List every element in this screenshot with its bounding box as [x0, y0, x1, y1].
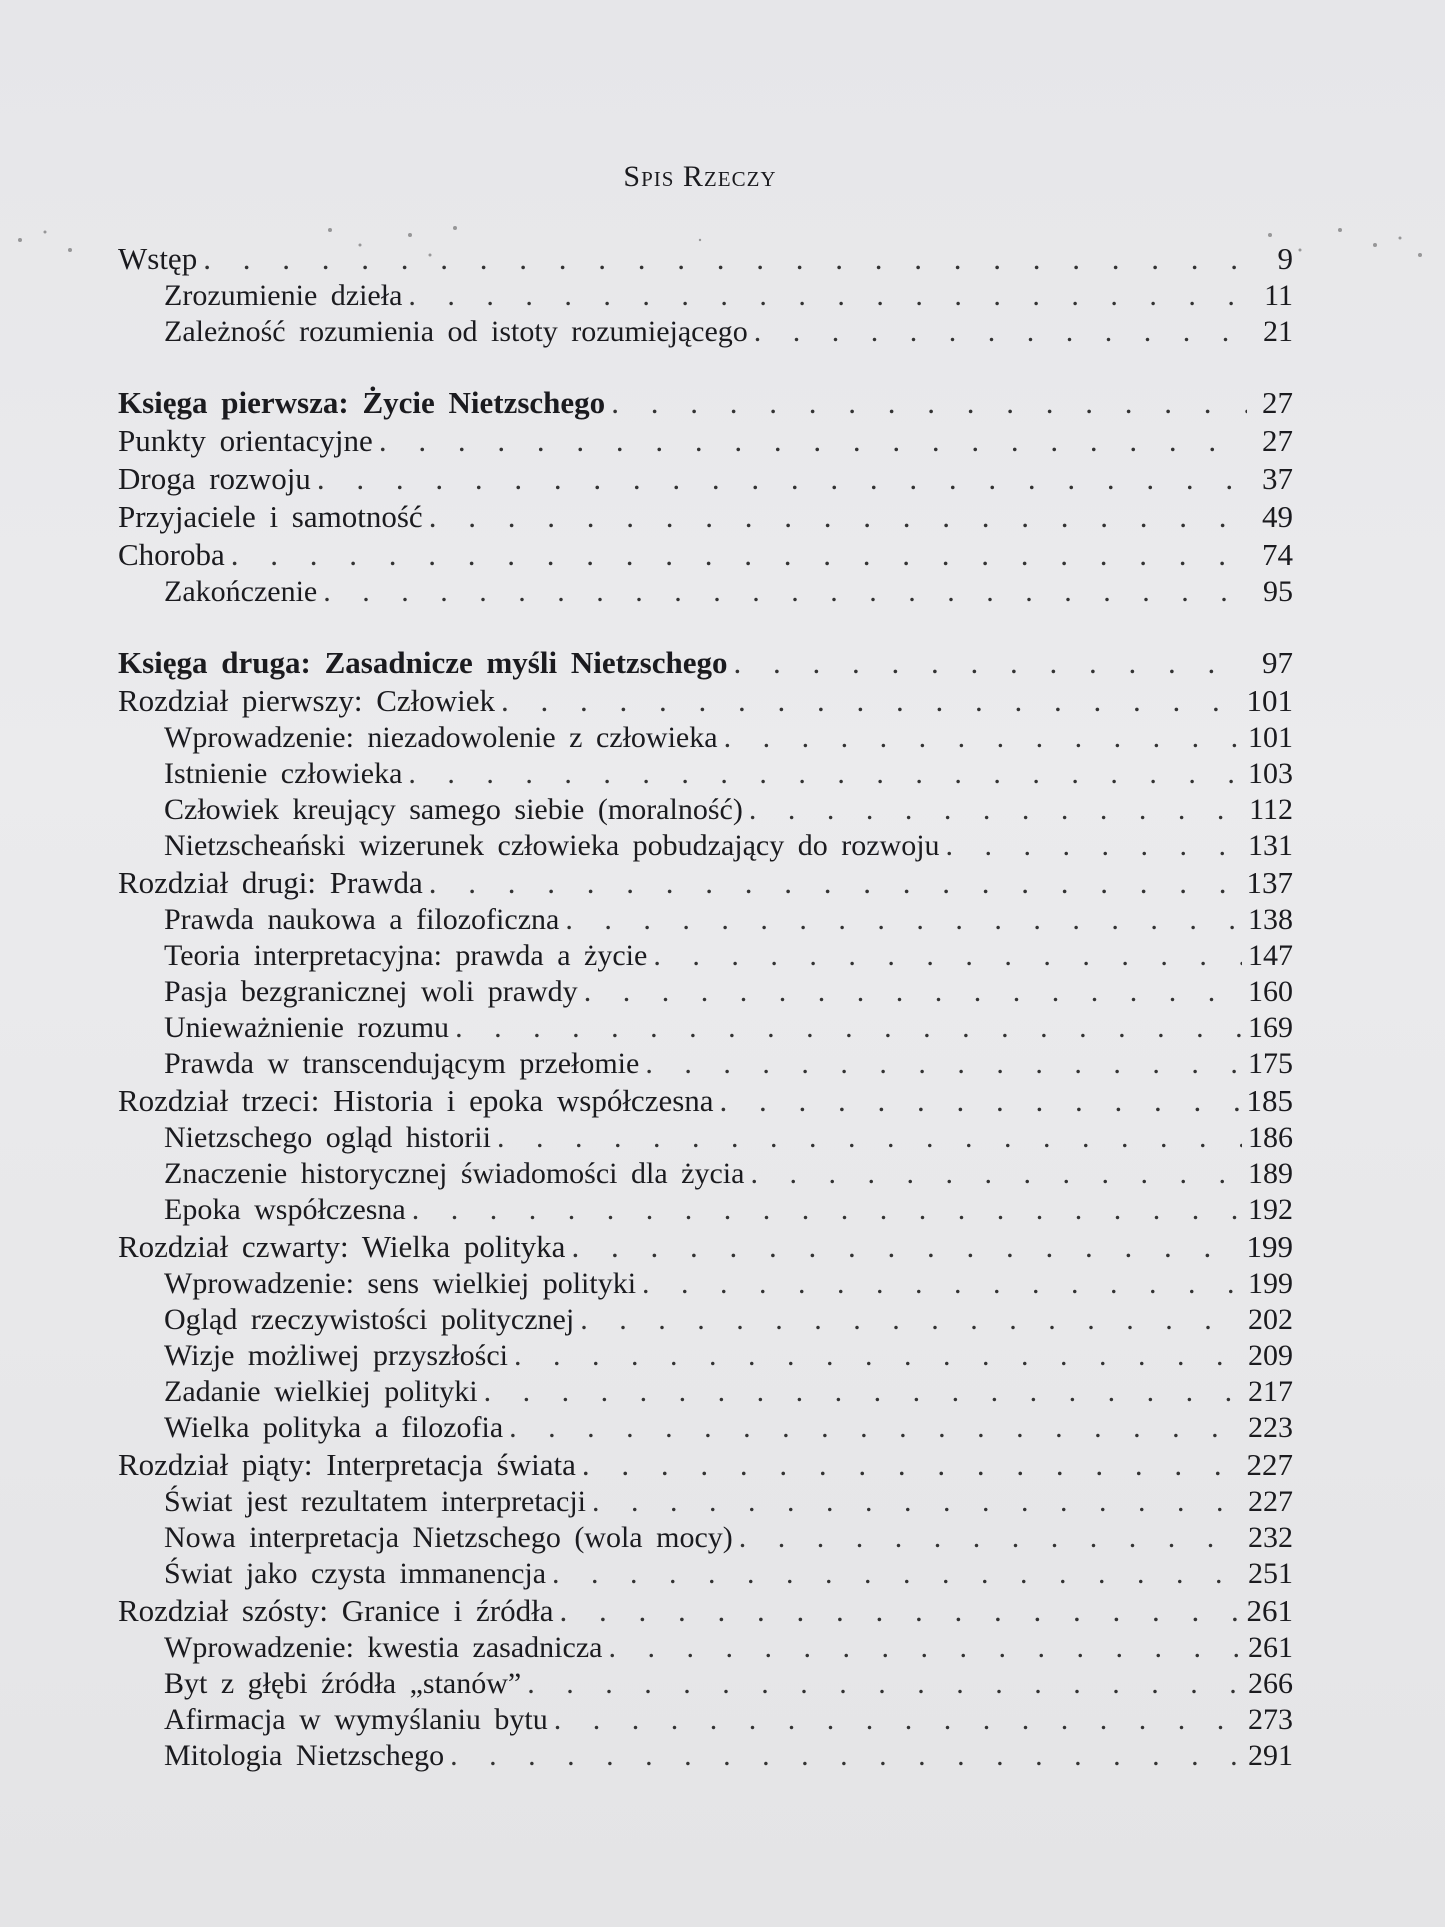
toc-entry — [118, 536, 1293, 574]
toc-page-number: 112 — [1249, 793, 1293, 826]
toc-page-number: 189 — [1248, 1157, 1293, 1190]
toc-entry — [118, 1046, 1293, 1082]
toc-entry — [118, 574, 1293, 610]
leader-dots — [592, 1484, 1242, 1520]
toc-page-number: 137 — [1246, 865, 1293, 900]
leader-dots — [559, 1592, 1240, 1630]
leader-dots — [231, 536, 1247, 574]
toc-entry-label: Unieważnienie rozumu — [164, 1011, 450, 1044]
toc-page-number: 169 — [1248, 1011, 1293, 1044]
toc-page-number: 266 — [1248, 1667, 1293, 1700]
toc-entry-label: Wprowadzenie: sens wielkiej polityki — [164, 1267, 637, 1300]
leader-dots — [571, 1228, 1240, 1266]
leader-dots — [408, 756, 1242, 792]
leader-dots — [754, 314, 1247, 350]
toc-entry — [118, 756, 1293, 792]
toc-entry-label: Przyjaciele i samotność — [118, 499, 423, 534]
toc-page-number: 27 — [1262, 385, 1293, 420]
leader-dots — [582, 1446, 1241, 1484]
leader-dots — [514, 1338, 1242, 1374]
toc-entry — [118, 240, 1293, 278]
toc-entry-label: Wizje możliwej przyszłości — [164, 1339, 509, 1372]
toc-page-number: 273 — [1248, 1703, 1293, 1736]
toc-entry — [118, 1484, 1293, 1520]
toc-page-number: 175 — [1248, 1047, 1293, 1080]
toc-entry-label: Afirmacja w wymyślaniu bytu — [164, 1703, 548, 1736]
toc-page-number: 251 — [1248, 1557, 1293, 1590]
toc-page-number: 232 — [1248, 1521, 1293, 1554]
toc-page-number: 192 — [1248, 1193, 1293, 1226]
toc-entry-label: Nietzschego ogląd historii — [164, 1121, 491, 1154]
toc-entry-label: Świat jest rezultatem interpretacji — [164, 1485, 587, 1518]
toc-entry-label: Ogląd rzeczywistości politycznej — [164, 1303, 575, 1336]
toc-page-number: 101 — [1248, 721, 1293, 754]
toc-page-number: 11 — [1264, 279, 1293, 312]
leader-dots — [450, 1738, 1242, 1774]
toc-entry-label: Istnienie człowieka — [164, 757, 403, 790]
toc-entry — [118, 1156, 1293, 1192]
toc-page-number: 103 — [1248, 757, 1293, 790]
toc-page-number: 209 — [1248, 1339, 1293, 1372]
toc-entry — [118, 1374, 1293, 1410]
leader-dots — [509, 1410, 1242, 1446]
table-of-contents — [118, 240, 1293, 1774]
toc-page-number: 97 — [1262, 645, 1293, 680]
toc-page-number: 21 — [1263, 315, 1293, 348]
toc-entry — [118, 1556, 1293, 1592]
leader-dots — [724, 720, 1242, 756]
toc-book-heading — [118, 384, 1293, 422]
toc-page-number: 9 — [1277, 241, 1293, 276]
toc-entry-label: Rozdział szósty: Granice i źródła — [118, 1593, 554, 1628]
leader-dots — [501, 682, 1240, 720]
leader-dots — [429, 498, 1247, 536]
toc-entry-label: Znaczenie historycznej świadomości dla życia — [164, 1157, 745, 1190]
toc-page-number: 138 — [1248, 903, 1293, 936]
toc-page-number: 37 — [1262, 461, 1293, 496]
toc-chapter — [118, 682, 1293, 720]
toc-entry-label: Rozdział piąty: Interpretacja świata — [118, 1447, 576, 1482]
toc-entry-label: Rozdział trzeci: Historia i epoka współczesna — [118, 1083, 714, 1118]
toc-entry — [118, 1192, 1293, 1228]
toc-entry — [118, 828, 1293, 864]
toc-entry — [118, 422, 1293, 460]
toc-entry-label: Zakończenie — [164, 575, 318, 608]
toc-page-number: 101 — [1246, 683, 1293, 718]
toc-entry — [118, 1666, 1293, 1702]
leader-dots — [323, 574, 1247, 610]
toc-entry — [118, 902, 1293, 938]
toc-page-number: 95 — [1263, 575, 1293, 608]
toc-page-number: 147 — [1248, 939, 1293, 972]
toc-entry — [118, 720, 1293, 756]
toc-page-number: 199 — [1248, 1267, 1293, 1300]
toc-entry — [118, 1738, 1293, 1774]
toc-page-number: 227 — [1246, 1447, 1293, 1482]
toc-entry-label: Rozdział pierwszy: Człowiek — [118, 683, 496, 718]
leader-dots — [750, 1156, 1242, 1192]
toc-entry-label: Zadanie wielkiej polityki — [164, 1375, 478, 1408]
leader-dots — [379, 422, 1247, 460]
toc-page-number: 223 — [1248, 1411, 1293, 1444]
leader-dots — [408, 278, 1247, 314]
leader-dots — [749, 792, 1243, 828]
toc-chapter — [118, 1228, 1293, 1266]
leader-dots — [554, 1702, 1242, 1738]
leader-dots — [565, 902, 1242, 938]
toc-chapter — [118, 864, 1293, 902]
toc-entry-label: Człowiek kreujący samego siebie (moralność) — [164, 793, 743, 826]
toc-entry-label: Rozdział drugi: Prawda — [118, 865, 423, 900]
toc-page-number: 227 — [1248, 1485, 1293, 1518]
toc-page-number: 74 — [1262, 537, 1293, 572]
toc-entry-label: Epoka współczesna — [164, 1193, 406, 1226]
leader-dots — [645, 1046, 1242, 1082]
toc-page-number: 291 — [1248, 1739, 1293, 1772]
toc-chapter — [118, 1446, 1293, 1484]
toc-entry — [118, 1302, 1293, 1338]
leader-dots — [527, 1666, 1242, 1702]
leader-dots — [611, 384, 1247, 422]
toc-page-number: 217 — [1248, 1375, 1293, 1408]
toc-entry-label: Wstęp — [118, 241, 198, 276]
toc-entry-label: Byt z głębi źródła „stanów” — [164, 1667, 522, 1700]
toc-entry-label: Wielka polityka a filozofia — [164, 1411, 504, 1444]
toc-page-number: 261 — [1248, 1631, 1293, 1664]
toc-entry — [118, 1266, 1293, 1302]
toc-page-number: 186 — [1248, 1121, 1293, 1154]
toc-entry-label: Zależność rozumienia od istoty rozumiejącego — [164, 315, 748, 348]
toc-entry-label: Mitologia Nietzschego — [164, 1739, 445, 1772]
toc-entry-label: Rozdział czwarty: Wielka polityka — [118, 1229, 566, 1264]
toc-entry-label: Choroba — [118, 537, 225, 572]
toc-entry — [118, 938, 1293, 974]
toc-entry — [118, 1702, 1293, 1738]
toc-entry-label: Teoria interpretacyjna: prawda a życie — [164, 939, 648, 972]
leader-dots — [552, 1556, 1242, 1592]
toc-entry — [118, 1520, 1293, 1556]
toc-entry — [118, 460, 1293, 498]
toc-page-number: 49 — [1262, 499, 1293, 534]
leader-dots — [946, 828, 1242, 864]
toc-entry-label: Zrozumienie dzieła — [164, 279, 403, 312]
toc-chapter — [118, 1082, 1293, 1120]
toc-entry — [118, 792, 1293, 828]
toc-entry-label: Prawda w transcendującym przełomie — [164, 1047, 640, 1080]
toc-book-heading — [118, 644, 1293, 682]
toc-entry-label: Wprowadzenie: niezadowolenie z człowieka — [164, 721, 718, 754]
toc-entry-label: Księga druga: Zasadnicze myśli Nietzschego — [118, 645, 728, 680]
toc-entry — [118, 974, 1293, 1010]
page-title: Spis Rzeczy — [623, 160, 777, 193]
toc-entry-label: Świat jako czysta immanencja — [164, 1557, 547, 1590]
toc-entry — [118, 498, 1293, 536]
leader-dots — [734, 644, 1247, 682]
toc-page-number: 261 — [1246, 1593, 1293, 1628]
leader-dots — [739, 1520, 1242, 1556]
toc-entry-label: Punkty orientacyjne — [118, 423, 373, 458]
leader-dots — [580, 1302, 1242, 1338]
toc-page-number: 202 — [1248, 1303, 1293, 1336]
toc-page-number: 131 — [1248, 829, 1293, 862]
toc-entry-label: Pasja bezgranicznej woli prawdy — [164, 975, 578, 1008]
toc-entry — [118, 1410, 1293, 1446]
leader-dots — [429, 864, 1241, 902]
toc-chapter — [118, 1592, 1293, 1630]
toc-entry-label: Prawda naukowa a filozoficzna — [164, 903, 560, 936]
toc-entry-label: Droga rozwoju — [118, 461, 311, 496]
toc-entry-label: Księga pierwsza: Życie Nietzschego — [118, 385, 606, 420]
toc-page-number: 199 — [1246, 1229, 1293, 1264]
leader-dots — [584, 974, 1242, 1010]
leader-dots — [608, 1630, 1242, 1666]
leader-dots — [412, 1192, 1242, 1228]
leader-dots — [720, 1082, 1241, 1120]
leader-dots — [497, 1120, 1242, 1156]
toc-entry — [118, 1630, 1293, 1666]
leader-dots — [484, 1374, 1242, 1410]
leader-dots — [455, 1010, 1242, 1046]
toc-page-number: 27 — [1262, 423, 1293, 458]
toc-page-number: 160 — [1248, 975, 1293, 1008]
toc-entry-label: Wprowadzenie: kwestia zasadnicza — [164, 1631, 603, 1664]
leader-dots — [642, 1266, 1242, 1302]
leader-dots — [317, 460, 1247, 498]
toc-entry — [118, 1338, 1293, 1374]
toc-entry-label: Nowa interpretacja Nietzschego (wola mocy) — [164, 1521, 733, 1554]
toc-page-number: 185 — [1246, 1083, 1293, 1118]
toc-entry — [118, 314, 1293, 350]
toc-entry-label: Nietzscheański wizerunek człowieka pobudzający do rozwoju — [164, 829, 940, 862]
toc-entry — [118, 278, 1293, 314]
leader-dots — [653, 938, 1242, 974]
toc-entry — [118, 1120, 1293, 1156]
toc-entry — [118, 1010, 1293, 1046]
leader-dots — [203, 240, 1247, 278]
